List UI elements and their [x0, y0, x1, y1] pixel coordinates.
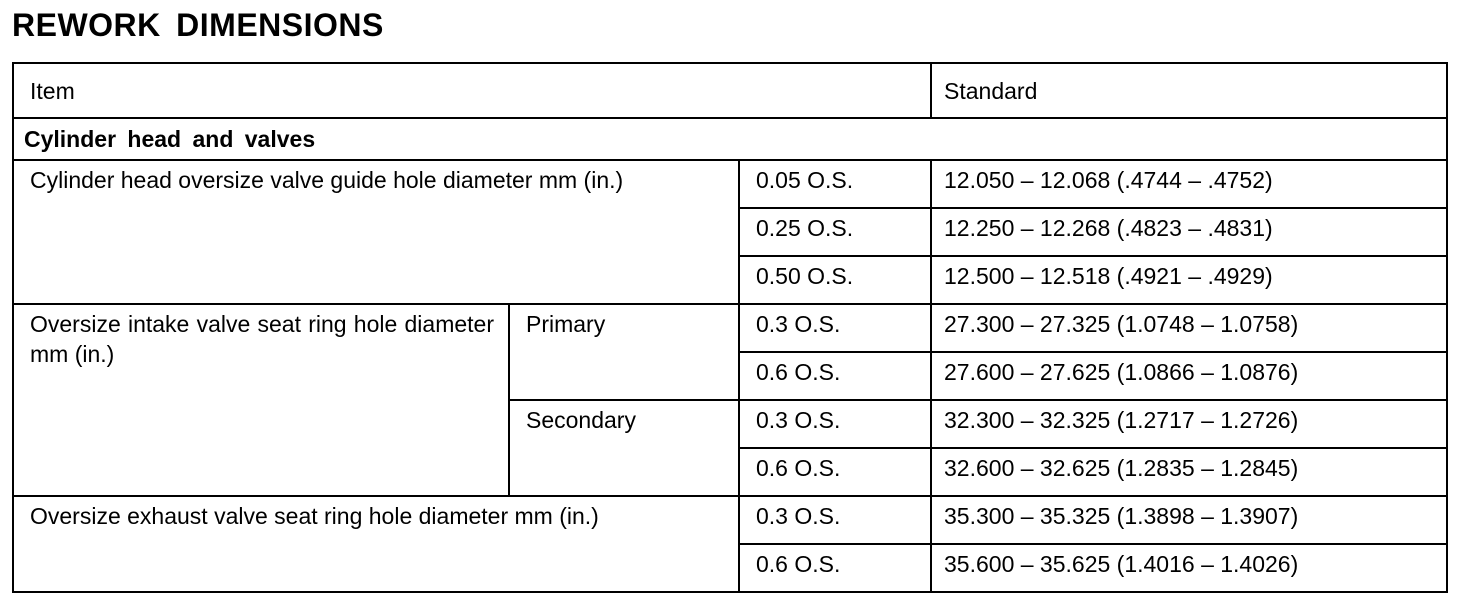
table-row	[13, 304, 1447, 352]
rework-dimensions-table	[12, 62, 1448, 593]
standard-value-cell: 32.300 – 32.325 (1.2717 – 1.2726)	[931, 400, 1447, 448]
item-intake-seat-ring-hole: Oversize intake valve seat ring hole diameter mm (in.)	[13, 304, 509, 496]
standard-value-cell: 27.600 – 27.625 (1.0866 – 1.0876)	[931, 352, 1447, 400]
oversize-cell: 0.05 O.S.	[739, 160, 931, 208]
table-row	[13, 496, 1447, 544]
oversize-cell: 0.25 O.S.	[739, 208, 931, 256]
oversize-cell: 0.6 O.S.	[739, 448, 931, 496]
section-title: Cylinder head and valves	[13, 118, 1447, 160]
subgroup-label-primary: Primary	[509, 304, 739, 400]
oversize-cell: 0.3 O.S.	[739, 400, 931, 448]
standard-value-cell: 35.300 – 35.325 (1.3898 – 1.3907)	[931, 496, 1447, 544]
item-exhaust-seat-ring-hole: Oversize exhaust valve seat ring hole diameter mm (in.)	[13, 496, 739, 592]
standard-value-cell: 12.250 – 12.268 (.4823 – .4831)	[931, 208, 1447, 256]
standard-value-cell: 12.500 – 12.518 (.4921 – .4929)	[931, 256, 1447, 304]
section-row	[13, 118, 1447, 160]
header-item: Item	[13, 63, 931, 118]
oversize-cell: 0.3 O.S.	[739, 304, 931, 352]
standard-value-cell: 35.600 – 35.625 (1.4016 – 1.4026)	[931, 544, 1447, 592]
oversize-cell: 0.50 O.S.	[739, 256, 931, 304]
page-title: REWORK DIMENSIONS	[12, 7, 384, 43]
table-header-row	[13, 63, 1447, 118]
oversize-cell: 0.6 O.S.	[739, 544, 931, 592]
standard-value-cell: 32.600 – 32.625 (1.2835 – 1.2845)	[931, 448, 1447, 496]
table-row	[13, 160, 1447, 208]
subgroup-label-secondary: Secondary	[509, 400, 739, 496]
standard-value-cell: 27.300 – 27.325 (1.0748 – 1.0758)	[931, 304, 1447, 352]
oversize-cell: 0.6 O.S.	[739, 352, 931, 400]
oversize-cell: 0.3 O.S.	[739, 496, 931, 544]
standard-value-cell: 12.050 – 12.068 (.4744 – .4752)	[931, 160, 1447, 208]
item-valve-guide-hole: Cylinder head oversize valve guide hole diameter mm (in.)	[13, 160, 739, 304]
header-standard: Standard	[931, 63, 1447, 118]
